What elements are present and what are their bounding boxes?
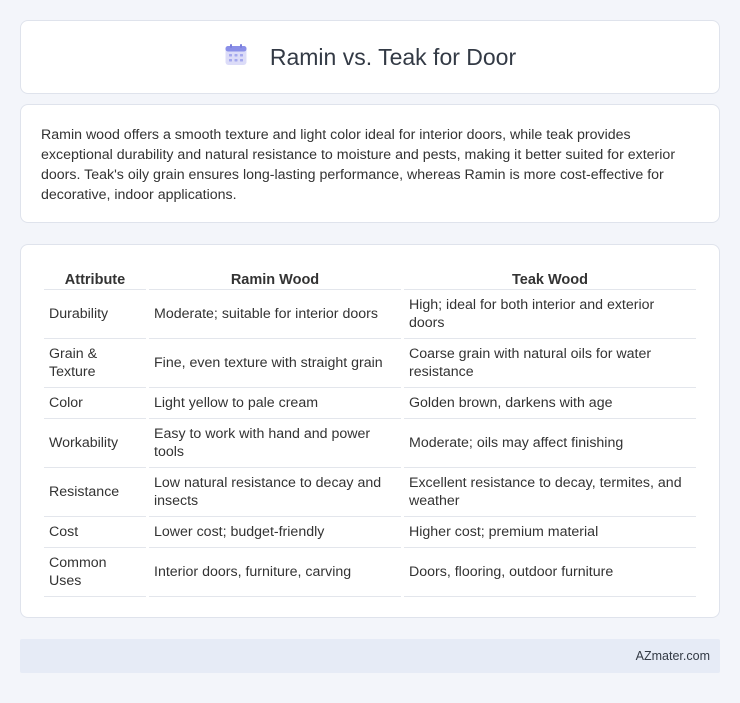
ramin-cell: Low natural resistance to decay and insects	[149, 468, 401, 517]
attribute-cell: Color	[44, 388, 146, 419]
table-row	[44, 388, 696, 419]
attribute-cell: Workability	[44, 419, 146, 468]
intro-paragraph: Ramin wood offers a smooth texture and light color ideal for interior doors, while teak provides exceptional durability and natural resistance to moisture and pests, making it better suited for exterior doors. Teak's oily grain ensures long-lasting performance, whereas Ramin is more cost-effective for decorative, indoor applications.	[41, 127, 676, 203]
comparison-table	[41, 265, 699, 597]
column-header-attribute: Attribute	[44, 265, 146, 290]
teak-cell: Golden brown, darkens with age	[404, 388, 696, 419]
column-header-ramin: Ramin Wood	[149, 265, 401, 290]
footer-site-link[interactable]: AZmater.com	[635, 649, 710, 663]
teak-cell: Moderate; oils may affect finishing	[404, 419, 696, 468]
attribute-cell: Cost	[44, 517, 146, 548]
attribute-cell: Common Uses	[44, 548, 146, 597]
footer	[20, 639, 720, 673]
ramin-cell: Lower cost; budget-friendly	[149, 517, 401, 548]
calendar-icon	[224, 43, 248, 72]
ramin-cell: Fine, even texture with straight grain	[149, 339, 401, 388]
attribute-cell: Grain & Texture	[44, 339, 146, 388]
attribute-cell: Resistance	[44, 468, 146, 517]
table-row	[44, 290, 696, 339]
table-row	[44, 548, 696, 597]
column-header-teak: Teak Wood	[404, 265, 696, 290]
ramin-cell: Light yellow to pale cream	[149, 388, 401, 419]
attribute-cell: Durability	[44, 290, 146, 339]
intro-card	[20, 104, 720, 223]
page-title: Ramin vs. Teak for Door	[269, 43, 517, 70]
ramin-cell: Easy to work with hand and power tools	[149, 419, 401, 468]
table-header-row	[44, 265, 696, 290]
ramin-cell: Interior doors, furniture, carving	[149, 548, 401, 597]
table-row	[44, 517, 696, 548]
teak-cell: Coarse grain with natural oils for water resistance	[404, 339, 696, 388]
teak-cell: High; ideal for both interior and exterior doors	[404, 290, 696, 339]
comparison-card	[20, 244, 720, 618]
ramin-cell: Moderate; suitable for interior doors	[149, 290, 401, 339]
table-row	[44, 468, 696, 517]
header	[224, 43, 516, 72]
table-row	[44, 419, 696, 468]
teak-cell: Excellent resistance to decay, termites, and weather	[404, 468, 696, 517]
header-card	[20, 20, 720, 94]
table-row	[44, 339, 696, 388]
teak-cell: Doors, flooring, outdoor furniture	[404, 548, 696, 597]
teak-cell: Higher cost; premium material	[404, 517, 696, 548]
